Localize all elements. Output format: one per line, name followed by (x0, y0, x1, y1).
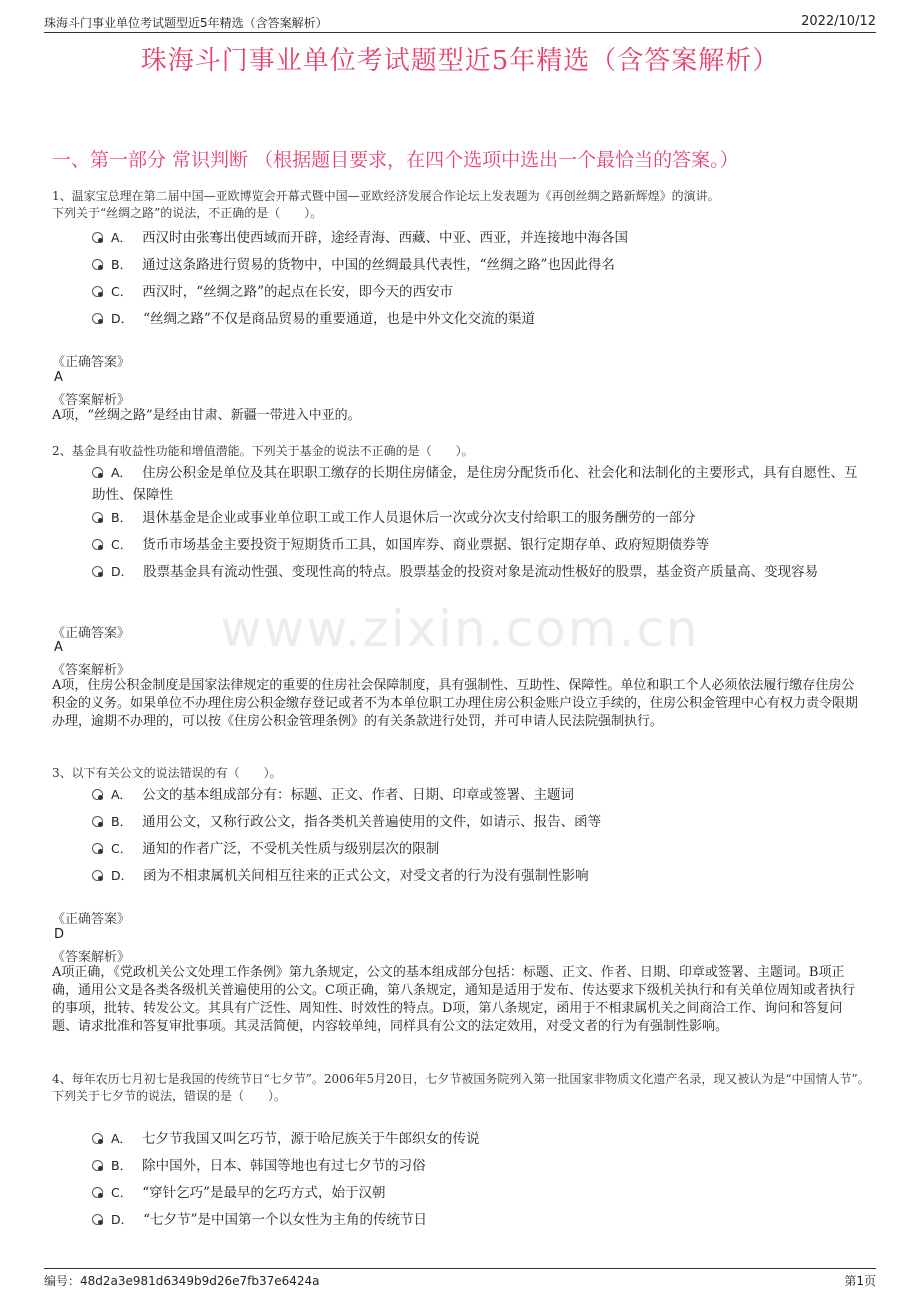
question-3-option-a[interactable]: A． 公文的基本组成部分有：标题、正文、作者、日期、印章或签署、主题词 (92, 784, 862, 806)
question-1-stem (52, 188, 880, 222)
question-stem-line: 下列关于七夕节的说法，错误的是（ ）。 (52, 1089, 287, 1103)
question-4-option-a[interactable]: A． 七夕节我国又叫乞巧节，源于哈尼族关于牛郎织女的传说 (92, 1128, 862, 1150)
document-title: 珠海斗门事业单位考试题型近5年精选（含答案解析） (140, 46, 780, 76)
document-code: 编号：48d2a3e981d6349b9d26e7fb37e6424a (44, 1274, 320, 1288)
question-2-option-d[interactable]: D． 股票基金具有流动性强、变现性高的特点。股票基金的投资对象是流动性极好的股票，基金资产质量高、变现容易 (92, 561, 862, 583)
question-4-option-b[interactable]: B． 除中国外，日本、韩国等地也有过七夕节的习俗 (92, 1155, 862, 1177)
question-1-option-a[interactable]: A． 西汉时由张骞出使西域而开辟，途经青海、西藏、中亚、西亚，并连接地中海各国 (92, 227, 862, 249)
question-2-option-b[interactable]: B． 退休基金是企业或事业单位职工或工作人员退休后一次或分次支付给职工的服务酬劳的一部分 (92, 507, 862, 529)
radio-icon[interactable] (92, 1187, 103, 1198)
correct-answer-value: A (54, 370, 63, 385)
question-1-option-b[interactable]: B． 通过这条路进行贸易的货物中，中国的丝绸最具代表性，“丝绸之路”也因此得名 (92, 254, 862, 276)
analysis-label: 《答案解析》 (52, 393, 131, 408)
question-3-option-d[interactable]: D． 函为不相隶属机关间相互往来的正式公文，对受文者的行为没有强制性影响 (92, 865, 862, 887)
radio-icon[interactable] (92, 467, 103, 478)
radio-icon[interactable] (92, 1214, 103, 1225)
radio-icon[interactable] (92, 870, 103, 881)
radio-icon[interactable] (92, 843, 103, 854)
radio-icon[interactable] (92, 816, 103, 827)
radio-icon[interactable] (92, 232, 103, 243)
answer-explanation: A项正确，《党政机关公文处理工作条例》第九条规定，公文的基本组成部分包括：标题、正文、作者、日期、印章或签署、主题词。B项正确，通用公文是各类各级机关普遍使用的公文。C项正确，第八条规定，通知是适用于发布、传达要求下级机关执行和有关单位周知或者执行的事项，批转、转发公文。其具有广泛性、周知性、时效性的特点。D项，第八条规定，函用于不相隶属机关之间商洽工作、询问和答复问题、请求批准和答复审批事项。其灵活简便，内容较单纯，同样具有公文的法定效用，对受文者的行为有强制性影响。 (52, 965, 855, 1034)
analysis-label: 《答案解析》 (52, 663, 131, 678)
correct-answer-label: 《正确答案》 (52, 626, 131, 641)
question-stem-line: 4、每年农历七月初七是我国的传统节日“七夕节”。2006年5月20日，七夕节被国务院列入第一批国家非物质文化遗产名录，现又被认为是“中国情人节”。 (52, 1072, 870, 1086)
radio-icon[interactable] (92, 286, 103, 297)
page-footer (44, 1268, 876, 1288)
question-3-option-c[interactable]: C． 通知的作者广泛，不受机关性质与级别层次的限制 (92, 838, 862, 860)
radio-icon[interactable] (92, 1160, 103, 1171)
page-number: 第1页 (844, 1274, 876, 1288)
question-2-stem (52, 443, 880, 460)
question-4-option-c[interactable]: C． “穿针乞巧”是最早的乞巧方式，始于汉朝 (92, 1182, 862, 1204)
question-4-option-d[interactable]: D． “七夕节”是中国第一个以女性为主角的传统节日 (92, 1209, 862, 1231)
question-3-stem (52, 765, 880, 782)
page-header (44, 10, 876, 33)
header-date: 2022/10/12 (801, 14, 876, 29)
question-2-option-c[interactable]: C． 货币市场基金主要投资于短期货币工具，如国库券、商业票据、银行定期存单、政府短期债券等 (92, 534, 862, 556)
header-title: 珠海斗门事业单位考试题型近5年精选（含答案解析） (44, 16, 328, 30)
question-3-option-b[interactable]: B． 通用公文，又称行政公文，指各类机关普遍使用的文件，如请示、报告、函等 (92, 811, 862, 833)
correct-answer-label: 《正确答案》 (52, 355, 131, 370)
correct-answer-label: 《正确答案》 (52, 912, 131, 927)
question-stem-line: 2、基金具有收益性功能和增值潜能。下列关于基金的说法不正确的是（ ）。 (52, 444, 474, 458)
question-2-option-a[interactable]: A． 住房公积金是单位及其在职职工缴存的长期住房储金，是住房分配货币化、社会化和法制化的主要形式，具有自愿性、互助性、保障性 (92, 465, 858, 503)
question-1-option-d[interactable]: D． “丝绸之路”不仅是商品贸易的重要通道，也是中外文化交流的渠道 (92, 308, 862, 330)
radio-icon[interactable] (92, 1133, 103, 1144)
question-4-stem (52, 1071, 880, 1105)
question-1-option-c[interactable]: C． 西汉时，“丝绸之路”的起点在长安，即今天的西安市 (92, 281, 862, 303)
correct-answer-value: D (54, 927, 65, 942)
analysis-label: 《答案解析》 (52, 950, 131, 965)
radio-icon[interactable] (92, 566, 103, 577)
question-stem-line: 1、温家宝总理在第二届中国—亚欧博览会开幕式暨中国—亚欧经济发展合作论坛上发表题为《再创丝绸之路新辉煌》的演讲。 (52, 189, 720, 203)
radio-icon[interactable] (92, 512, 103, 523)
radio-icon[interactable] (92, 259, 103, 270)
radio-icon[interactable] (92, 789, 103, 800)
answer-explanation: A项，住房公积金制度是国家法律规定的重要的住房社会保障制度，具有强制性、互助性、保障性。单位和职工个人必须依法履行缴存住房公积金的义务。如果单位不办理住房公积金缴存登记或者不为本单位职工办理住房公积金账户设立手续的，住房公积金管理中心有权力责令限期办理，逾期不办理的，可以按《住房公积金管理条例》的有关条款进行处罚，并可申请人民法院强制执行。 (52, 678, 859, 729)
answer-explanation: A项，“丝绸之路”是经由甘肃、新疆一带进入中亚的。 (52, 408, 361, 423)
radio-icon[interactable] (92, 313, 103, 324)
question-stem-line: 下列关于“丝绸之路”的说法，不正确的是（ ）。 (52, 206, 323, 220)
section-title: 一、第一部分 常识判断 （根据题目要求，在四个选项中选出一个最恰当的答案。） (52, 149, 739, 171)
question-stem-line: 3、以下有关公文的说法错误的有（ ）。 (52, 766, 282, 780)
radio-icon[interactable] (92, 539, 103, 550)
watermark: www.zixin.com.cn (220, 600, 700, 658)
correct-answer-value: A (54, 640, 63, 655)
